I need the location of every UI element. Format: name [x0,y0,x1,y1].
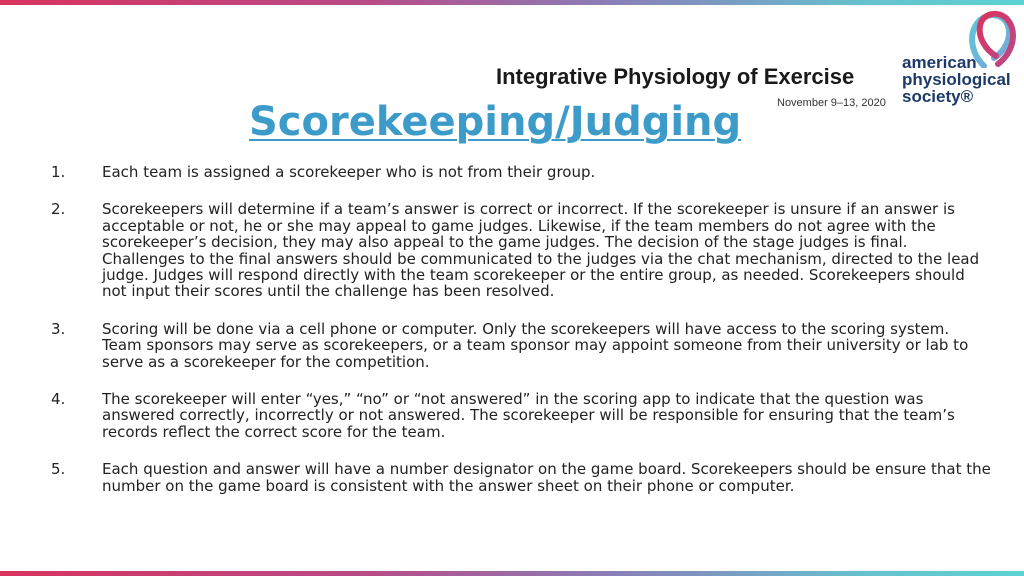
aps-wordmark [902,54,1011,105]
rules-list [0,164,1024,515]
rule-number: 2. [51,200,66,219]
event-date: November 9–13, 2020 [777,97,886,109]
rule-text: Scorekeepers will determine if a team’s answer is correct or incorrect. If the scorekeeper is unsure if an answer is acceptable or not, he or she may appeal to game judges. Likewise, if the team members do not agree with the scorekeeper’s decision, they may also appeal to the game judges. The decision of the stage judges is final. Challenges to the final answers should be communicated to the judges via the chat mechanism, directed to the lead judge. Judges will respond directly with the team scorekeeper or the entire group, as needed. Scorekeepers should not input their scores until the challenge has been resolved. [102,200,980,301]
aps-wordmark-line: society® [902,87,974,106]
rule-number: 1. [51,163,66,181]
rule-text: Each team is assigned a scorekeeper who is not from their group. [102,163,596,181]
aps-logo [902,8,1018,118]
aps-wordmark-line: american [902,53,977,72]
rule-number: 3. [51,319,66,338]
rule-number: 5. [51,460,66,479]
rule-item [0,164,1024,180]
top-gradient-bar [0,0,1024,5]
rule-text: The scorekeeper will enter “yes,” “no” or “not answered” in the scoring app to indicate that the question was answered correctly, incorrectly or not answered. The scorekeeper will be responsible for ensuring that the team’s records reflect the correct score for the team. [102,390,955,441]
aps-wordmark-line: physiological [902,70,1011,89]
rule-item [0,391,1024,440]
rule-item [0,321,1024,370]
bottom-gradient-bar [0,571,1024,576]
rule-text: Scoring will be done via a cell phone or computer. Only the scorekeepers will have access to the scoring system. Team sponsors may serve as scorekeepers, or a team sponsor may appoint someone from their university or lab to serve as a scorekeeper for the competition. [102,319,969,371]
event-title: Integrative Physiology of Exercise [496,64,855,89]
rule-item [0,201,1024,299]
rule-number: 4. [51,390,66,409]
rule-item [0,461,1024,494]
slide-title: Scorekeeping/Judging [249,99,742,145]
rule-text: Each question and answer will have a number designator on the game board. Scorekeepers should be ensure that the number on the game board is consistent with the answer sheet on their phone or computer. [102,460,991,495]
